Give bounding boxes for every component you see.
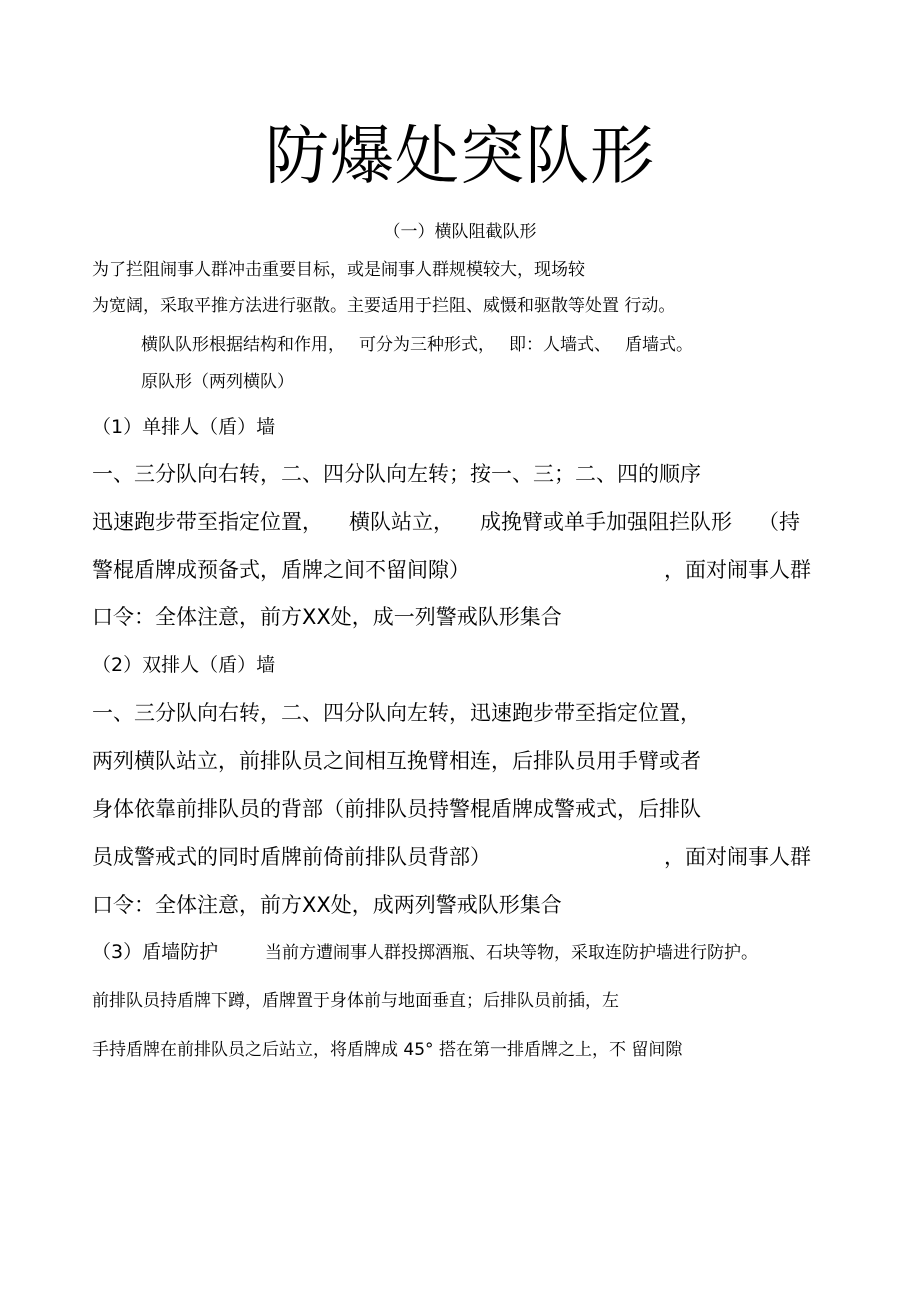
intro-line-1: 为了拦阻闹事人群冲击重要目标，或是闹事人群规模较大，现场较 <box>92 260 585 280</box>
section-2-line-2: 两列横队站立，前排队员之间相互挽臂相连，后排队员用手臂或者 <box>92 749 701 773</box>
section-1-command: 口令：全体注意，前方XX处，成一列警戒队形集合 <box>92 605 562 629</box>
section-3-line-2: 手持盾牌在前排队员之后站立，将盾牌成 45° 搭在第一排盾牌之上，不 留间隙 <box>92 1040 683 1060</box>
intro-line-3 <box>141 337 693 354</box>
document-title: 防爆处突队形 <box>265 120 655 194</box>
section-2-line-4a: 员成警戒式的同时盾牌前倚前排队员背部） <box>92 845 491 869</box>
intro-line-4: 原队形（两列横队） <box>141 372 294 392</box>
section-1-line-2-part-a: 迅速跑步带至指定位置， <box>92 510 323 534</box>
section-1-line-3b: ，面对闹事人群 <box>664 558 811 582</box>
section-1-line-2-part-c: 成挽臂或单手加强阻拦队形 <box>480 510 732 534</box>
section-1-line-2 <box>92 512 800 533</box>
intro-line-3-part-a: 横队队形根据结构和作用， <box>141 335 345 355</box>
intro-line-3-part-c: 即：人墙式、 <box>509 335 611 355</box>
section-3-line-1: 前排队员持盾牌下蹲，盾牌置于身体前与地面垂直；后排队员前插，左 <box>92 991 619 1011</box>
section-subtitle: （一）横队阻截队形 <box>383 222 537 242</box>
section-1-line-2-part-b: 横队站立， <box>349 510 454 534</box>
section-3-heading: （3）盾墙防护 <box>92 941 219 963</box>
section-1-line-1: 一、三分队向右转，二、四分队向左转；按一、三；二、四的顺序 <box>92 462 701 486</box>
section-2-line-1: 一、三分队向右转，二、四分队向左转，迅速跑步带至指定位置， <box>92 701 701 725</box>
section-2-line-3: 身体依靠前排队员的背部（前排队员持警棍盾牌成警戒式，后排队 <box>92 797 701 821</box>
intro-line-3-part-b: 可分为三种形式， <box>359 335 495 355</box>
section-3-intro: 当前方遭闹事人群投掷酒瓶、石块等物，采取连防护墙进行防护。 <box>265 943 758 963</box>
section-1-line-3a: 警棍盾牌成预备式，盾牌之间不留间隙） <box>92 558 470 582</box>
intro-line-2: 为宽阔，采取平推方法进行驱散。主要适用于拦阻、威慑和驱散等处置 行动。 <box>92 296 676 316</box>
section-1-heading: （1）单排人（盾）墙 <box>92 416 276 438</box>
section-2-line-4b: ，面对闹事人群 <box>664 845 811 869</box>
section-1-line-2-part-d: （持 <box>758 510 800 534</box>
section-2-heading: （2）双排人（盾）墙 <box>92 654 276 676</box>
section-2-command: 口令：全体注意，前方XX处，成两列警戒队形集合 <box>92 893 562 917</box>
intro-line-3-part-d: 盾墙式。 <box>625 335 693 355</box>
